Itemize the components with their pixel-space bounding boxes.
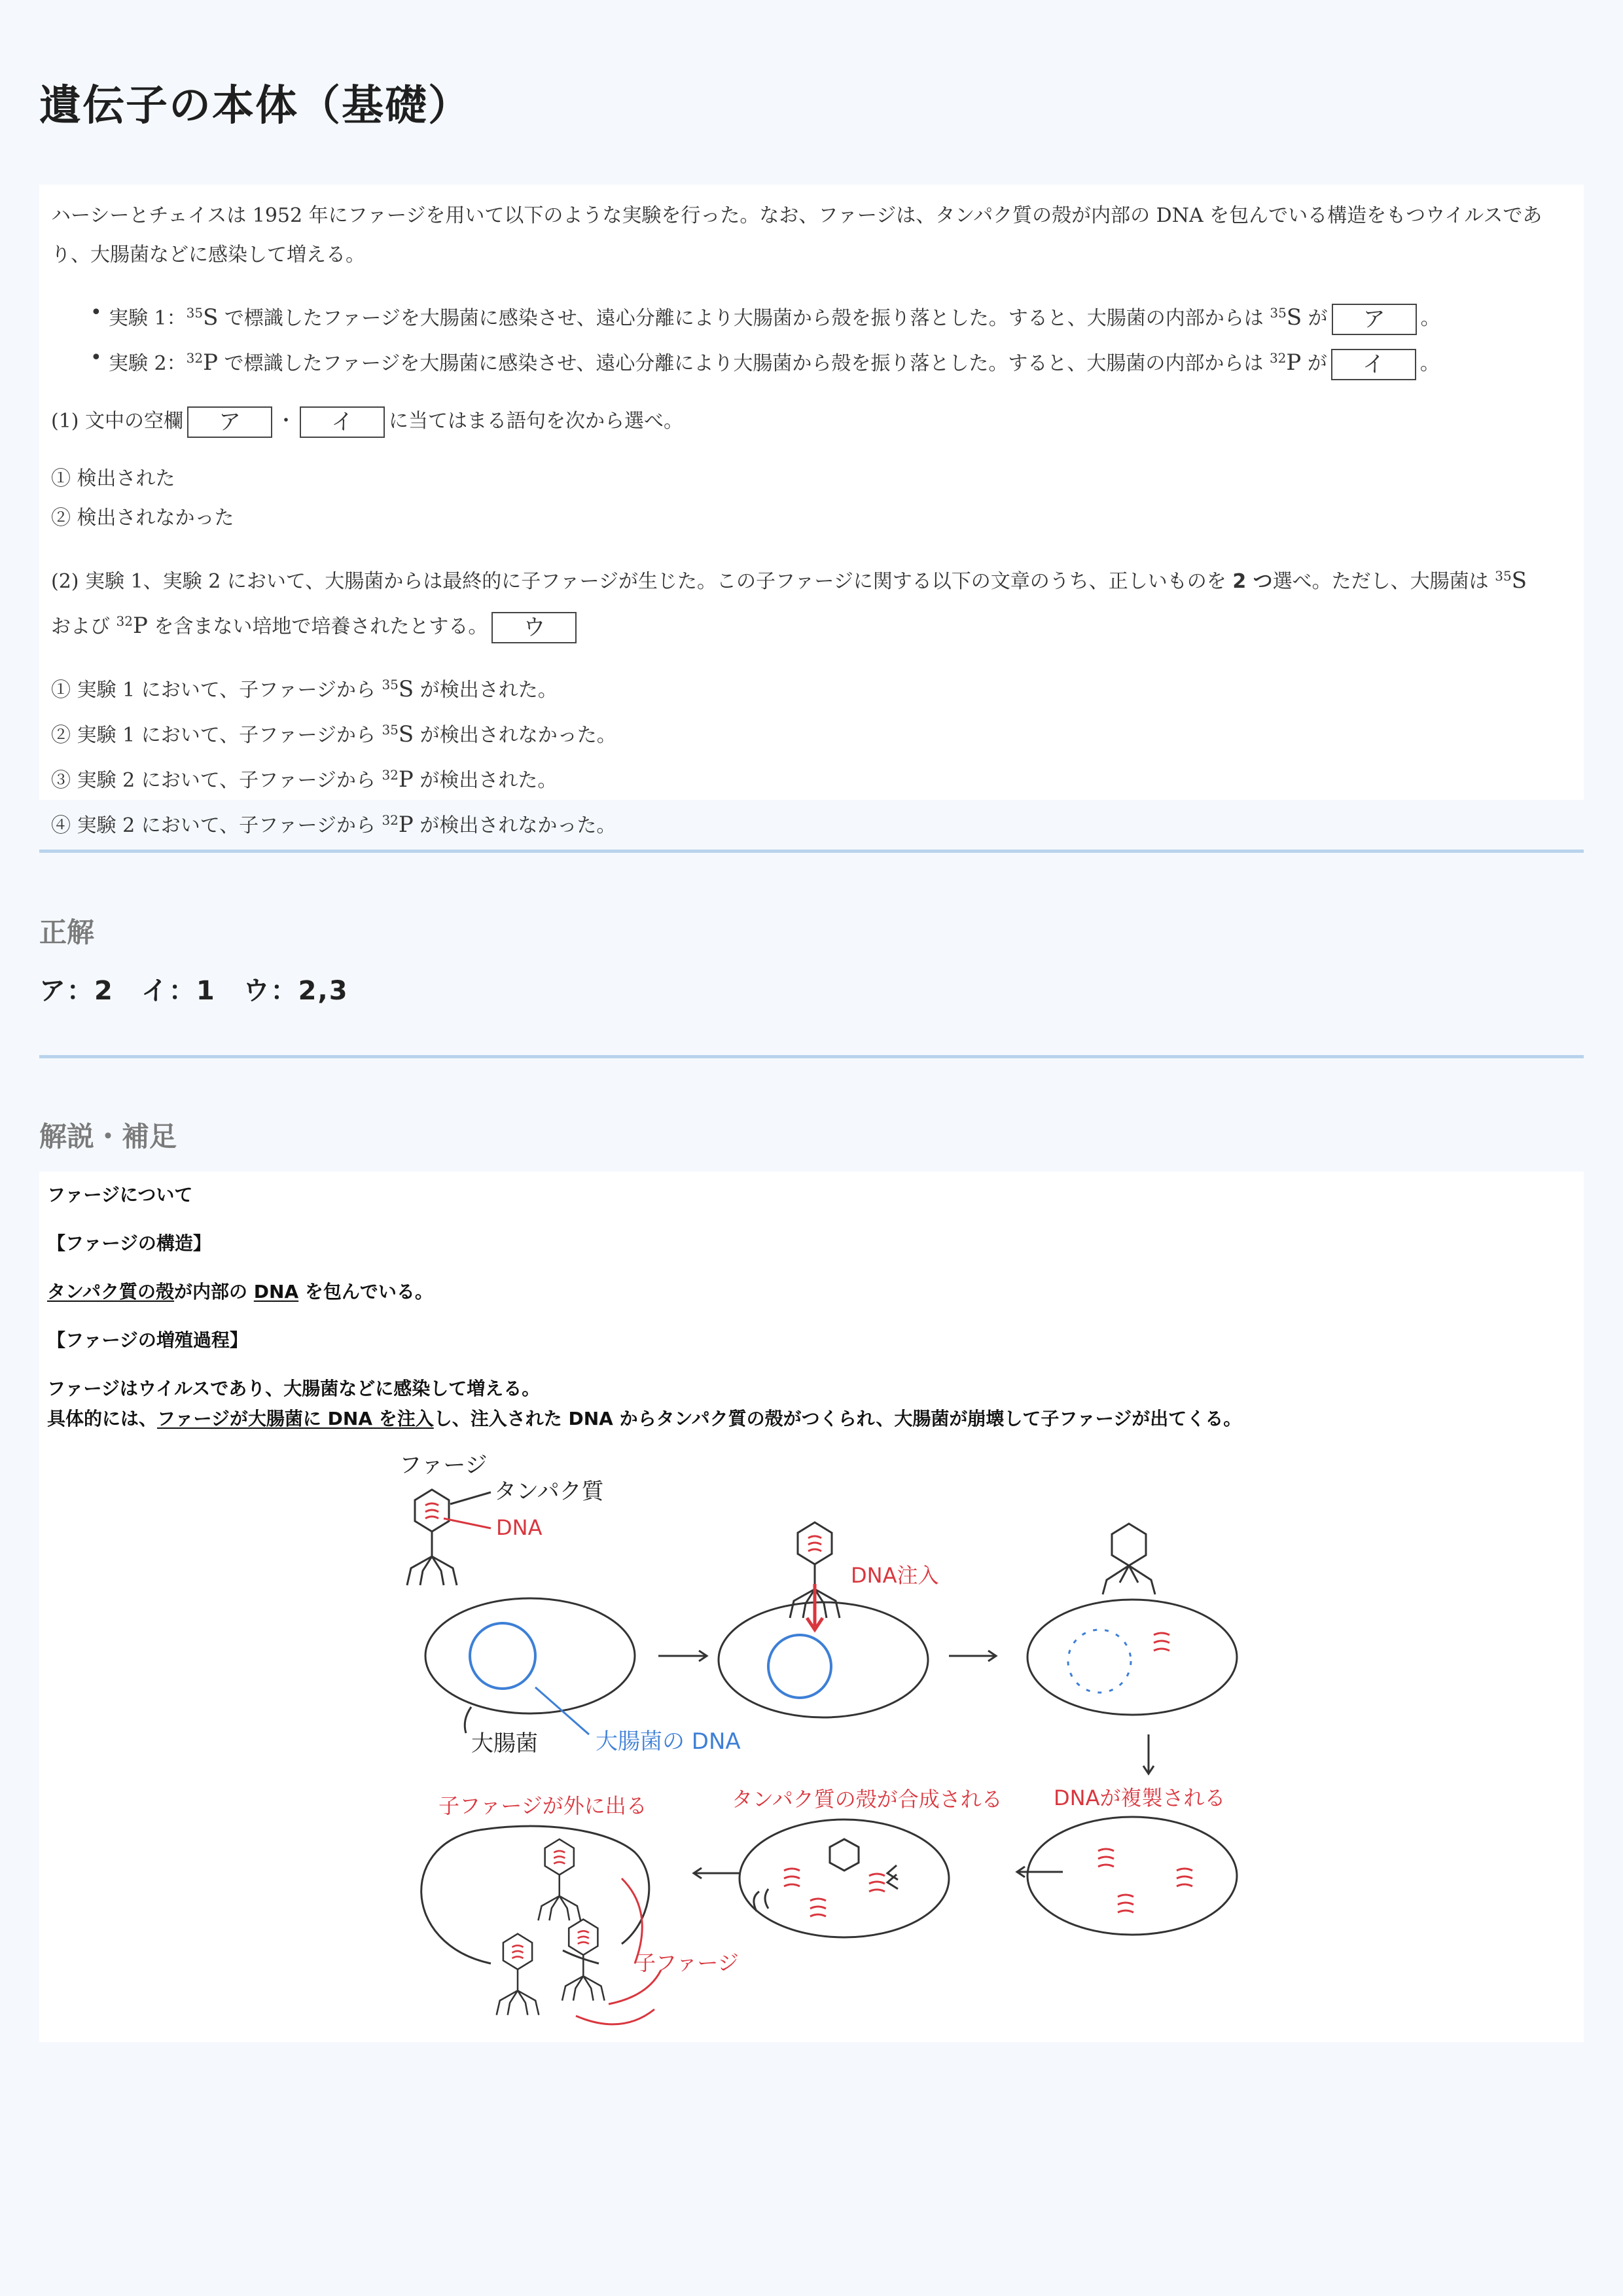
growth-text-2: 具体的には、ファージが大腸菌に DNA を注入し、注入された DNA からタンパク質の殻がつくられ、大腸菌が崩壊して子ファージが出てくる。 [47,1408,1242,1429]
label-phage: ファージ [399,1452,488,1479]
empty-shell-icon [1112,1524,1146,1566]
label-ecoli: 大腸菌 [471,1731,538,1757]
growth-heading: 【ファージの増殖過程】 [47,1329,248,1351]
divider [39,1055,1584,1058]
q2-option-1: ① 実験 1 において、子ファージから $^{35}$S が検出された。 [51,676,558,702]
growth-text-1: ファージはウイルスであり、大腸菌などに感染して増える。 [47,1378,541,1399]
question-2: (2) 実験 1、実験 2 において、大腸菌からは最終的に子ファージが生じた。この子ファージに関する以下の文章のうち、正しいものを 2 つ選べ。ただし、大腸菌は $^{35}$S および $^{32}$P を含まない培地で培養されたとする。 ウ [51,556,1572,647]
answer-text: ア：2 イ：1 ウ：2,3 [39,976,349,1006]
blank-u: ウ [491,612,577,643]
child-phage-icon [562,1920,605,2001]
ecoli-cell-4 [1027,1817,1237,1935]
question-box [39,185,1584,838]
question-intro: ハーシーとチェイスは 1952 年にファージを用いて以下のような実験を行った。なお、ファージは、タンパク質の殻が内部の DNA を包んでいる構造をもつウイルスであり、大腸菌などに感染して増える。 [51,204,1543,266]
ecoli-cell-5 [740,1820,949,1937]
label-child: 子ファージ [635,1950,739,1975]
child-phage-icon [538,1839,580,1920]
ecoli-cell-3 [1027,1600,1237,1715]
ecoli-cell-burst [421,1826,649,1964]
label-protein: タンパク質 [494,1479,604,1505]
label-dna: DNA [496,1515,543,1540]
explanation-heading: 解説・補足 [39,1121,177,1153]
label-inject: DNA注入 [851,1563,939,1588]
q1-blank-a: ア [187,406,272,438]
explanation-box [39,1172,1584,2042]
experiment-1: • 実験 1：$^{35}$S で標識したファージを大腸菌に感染させ、遠心分離により大腸菌から殻を振り落とした。すると、大腸菌の内部からは $^{35}$S が ア 。 [90,293,1572,338]
ecoli-cell-1 [425,1598,635,1713]
structure-heading: 【ファージの構造】 [47,1232,211,1254]
q2-option-2: ② 実験 1 において、子ファージから $^{35}$S が検出されなかった。 [51,721,616,747]
label-exit: 子ファージが外に出る [438,1793,647,1818]
q1-option-2: ② 検出されなかった [51,507,234,529]
experiment-list [90,293,1572,384]
label-shell: タンパク質の殻が合成される [732,1787,1003,1812]
phage-lifecycle-figure [373,1446,1263,2036]
q1-option-1: ① 検出された [51,467,175,490]
q1-blank-i: イ [300,406,385,438]
phage-icon [407,1490,457,1585]
structure-text: タンパク質の殻が内部の DNA を包んでいる。 [47,1281,433,1302]
child-phage-icon [497,1934,539,2015]
answer-heading: 正解 [39,916,95,948]
q2-option-4: ④ 実験 2 において、子ファージから $^{32}$P が検出されなかった。 [51,812,616,838]
page-title: 遺伝子の本体（基礎） [39,82,471,130]
blank-i: イ [1331,349,1416,380]
experiment-2: • 実験 2：$^{32}$P で標識したファージを大腸菌に感染させ、遠心分離により大腸菌から殻を振り落とした。すると、大腸菌の内部からは $^{32}$P が イ 。 [90,338,1572,384]
question-1: (1) 文中の空欄 ア ・ イ に当てはまる語句を次から選べ。 [51,402,1572,441]
blank-a: ア [1332,304,1417,335]
ecoli-dna-circle [470,1623,535,1689]
q2-option-3: ③ 実験 2 において、子ファージから $^{32}$P が検出された。 [51,766,558,793]
divider [39,850,1584,853]
label-ecoli-dna: 大腸菌の DNA [596,1729,741,1755]
lifecycle-diagram [373,1446,1263,2036]
label-replicate: DNAが複製される [1054,1785,1226,1810]
phage-section-title: ファージについて [47,1184,193,1206]
